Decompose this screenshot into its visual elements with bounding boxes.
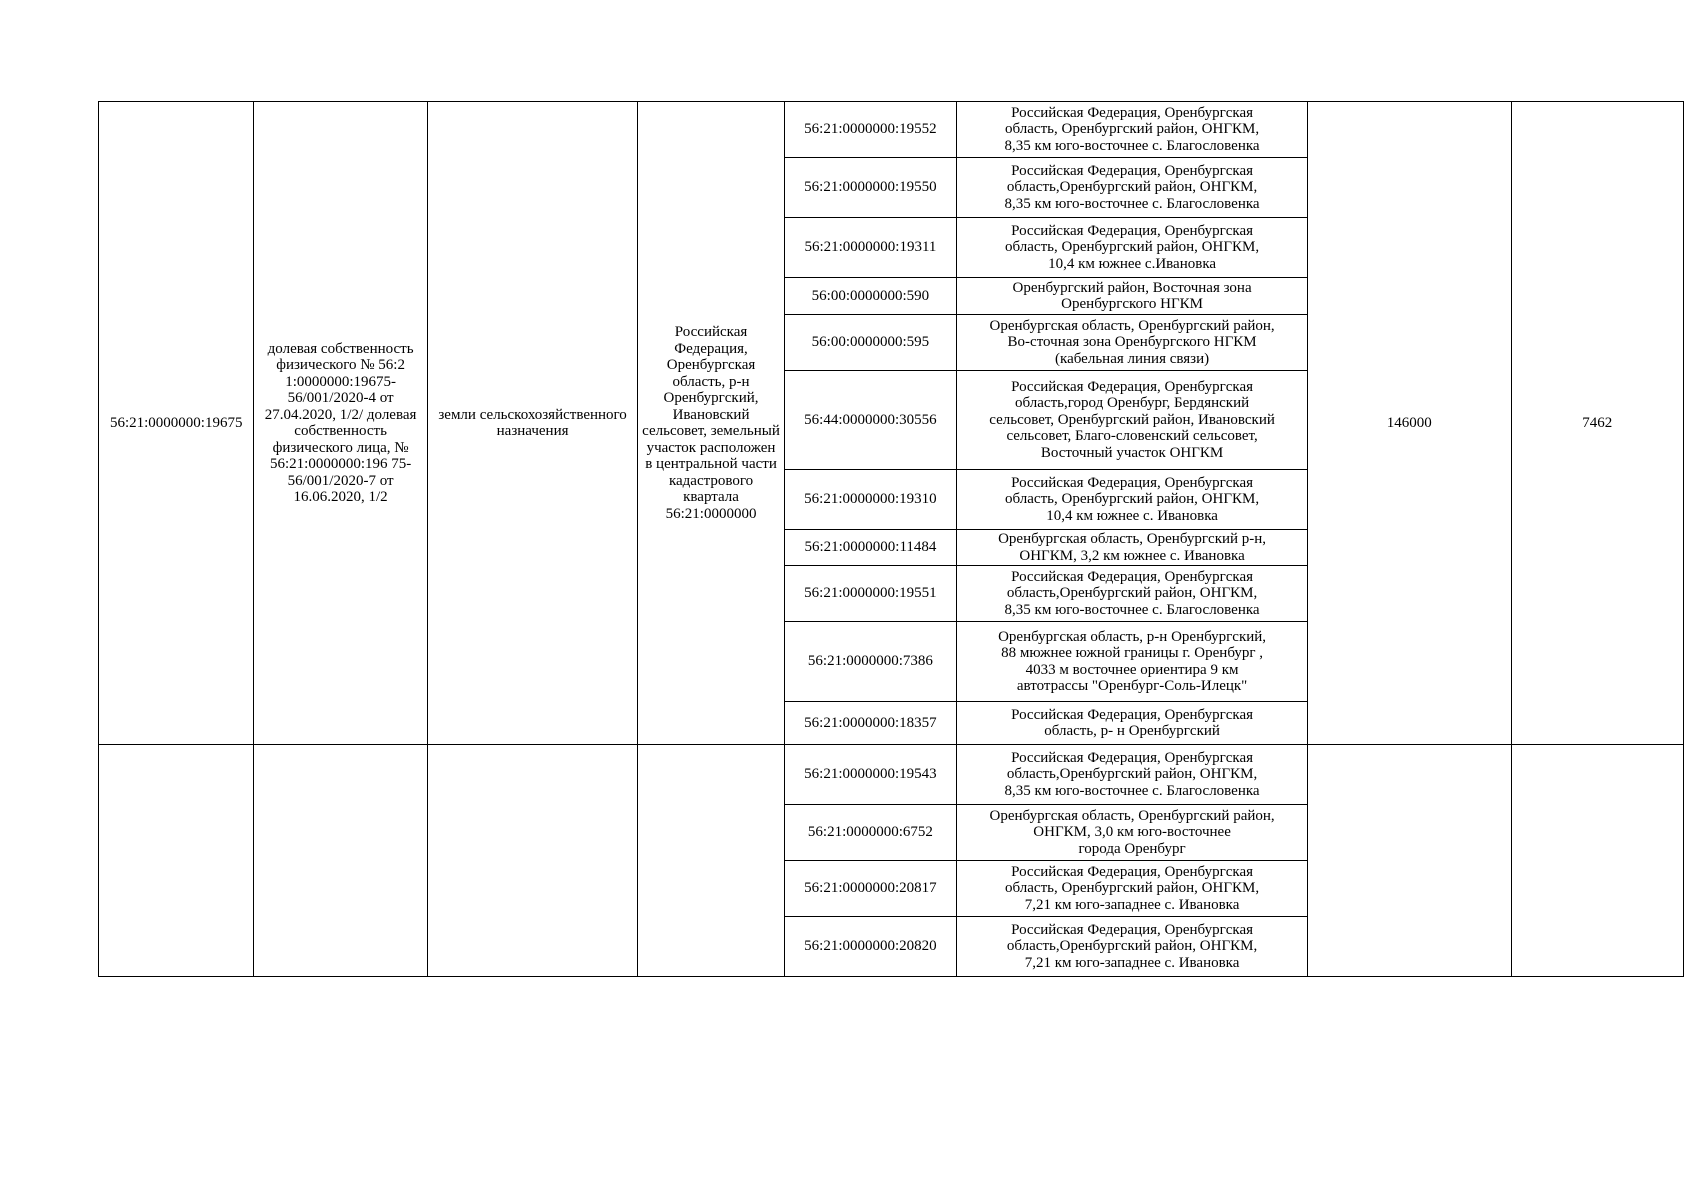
table-row [99,745,1684,805]
address-text: Оренбургский район, Восточная зона Оренбургского НГКМ [1012,279,1252,312]
address-text: Российская Федерация, Оренбургская область, Оренбургский район, ОНГКМ, 10,4 км южнее с. Ивановка [1005,474,1260,524]
address-text: Российская Федерация, Оренбургская область,город Оренбург, Бердянский сельсовет, Оренбургский район, Ивановский сельсовет, Благо-словенский сельсовет, Восточный участок ОНГКМ [989,378,1275,461]
address-cell [957,102,1308,158]
parcel-number-cell [99,745,254,977]
value-cell [1511,745,1683,977]
cadastral-number-cell: 56:21:0000000:20820 [784,917,956,977]
cadastral-number-cell: 56:21:0000000:19311 [784,218,956,278]
cadastral-number-cell: 56:21:0000000:19550 [784,158,956,218]
cadastral-number-cell: 56:21:0000000:20817 [784,861,956,917]
land-category-cell: земли сельскохозяйственного назначения [427,102,638,745]
cadastral-number-cell: 56:00:0000000:590 [784,278,956,315]
address-cell [957,470,1308,530]
address-text: Оренбургская область, Оренбургский район, ОНГКМ, 3,0 км юго-восточнее города Оренбург [989,807,1275,857]
address-text: Российская Федерация, Оренбургская область, Оренбургский район, ОНГКМ, 8,35 км юго-восточнее с. Благословенка [1004,104,1260,154]
address-text: Оренбургская область, р-н Оренбургский, 88 мюжнее южной границы г. Оренбург , 4033 м восточнее ориентира 9 км автотрассы "Оренбург-Соль-Илецк" [998,628,1267,694]
parcel-number-cell: 56:21:0000000:19675 [99,102,254,745]
address-cell [957,371,1308,470]
address-cell [957,566,1308,622]
land-category-cell [427,745,638,977]
address-cell [957,315,1308,371]
cadastral-number-cell: 56:21:0000000:19552 [784,102,956,158]
cadastral-number-cell: 56:21:0000000:7386 [784,622,956,702]
table-row [99,102,1684,158]
address-text: Российская Федерация, Оренбургская область,Оренбургский район, ОНГКМ, 8,35 км юго-восточнее с. Благословенка [1004,568,1260,618]
address-text: Оренбургская область, Оренбургский район, Во-сточная зона Оренбургского НГКМ (кабельная линия связи) [989,317,1275,367]
cadastral-number-cell: 56:21:0000000:6752 [784,805,956,861]
address-text: Российская Федерация, Оренбургская область,Оренбургский район, ОНГКМ, 7,21 км юго-западнее с. Ивановка [1006,921,1258,971]
value-cell: 7462 [1511,102,1683,745]
ownership-cell [254,745,427,977]
address-cell [957,702,1308,745]
address-cell [957,622,1308,702]
address-cell [957,745,1308,805]
location-cell [638,745,784,977]
address-cell [957,278,1308,315]
address-cell [957,530,1308,566]
cadastral-number-cell: 56:21:0000000:19310 [784,470,956,530]
address-text: Российская Федерация, Оренбургская область,Оренбургский район, ОНГКМ, 8,35 км юго-восточнее с. Благословенка [1004,749,1260,799]
address-cell [957,861,1308,917]
parcel-table [98,101,1684,977]
address-cell [957,218,1308,278]
cadastral-number-cell: 56:00:0000000:595 [784,315,956,371]
address-text: Оренбургская область, Оренбургский р-н, ОНГКМ, 3,2 км южнее с. Ивановка [998,531,1267,564]
address-text: Российская Федерация, Оренбургская область, Оренбургский район, ОНГКМ, 10,4 км южнее с.Ивановка [1005,222,1260,272]
address-cell [957,158,1308,218]
cadastral-number-cell: 56:21:0000000:19543 [784,745,956,805]
address-cell [957,917,1308,977]
address-text: Российская Федерация, Оренбургская область, р- н Оренбургский [1011,706,1254,739]
cadastral-number-cell: 56:21:0000000:19551 [784,566,956,622]
cadastral-number-cell: 56:44:0000000:30556 [784,371,956,470]
address-text: Российская Федерация, Оренбургская область, Оренбургский район, ОНГКМ, 7,21 км юго-западнее с. Ивановка [1005,863,1260,913]
address-text: Российская Федерация, Оренбургская область,Оренбургский район, ОНГКМ, 8,35 км юго-восточнее с. Благословенка [1004,162,1260,212]
cadastral-number-cell: 56:21:0000000:18357 [784,702,956,745]
ownership-cell: долевая собственность физического № 56:2 1:0000000:19675-56/001/2020-4 от 27.04.2020, 1/2/ долевая собственность физического лица, № 56:21:0000000:196 75-56/001/2020-7 от 16.06.2020, 1/2 [254,102,427,745]
area-cell: 146000 [1308,102,1512,745]
cadastral-number-cell: 56:21:0000000:11484 [784,530,956,566]
location-cell: Российская Федерация, Оренбургская область, р-н Оренбургский, Ивановский сельсовет, земельный участок расположен в центральной части кадастрового квартала 56:21:0000000 [638,102,784,745]
area-cell [1308,745,1512,977]
address-cell [957,805,1308,861]
